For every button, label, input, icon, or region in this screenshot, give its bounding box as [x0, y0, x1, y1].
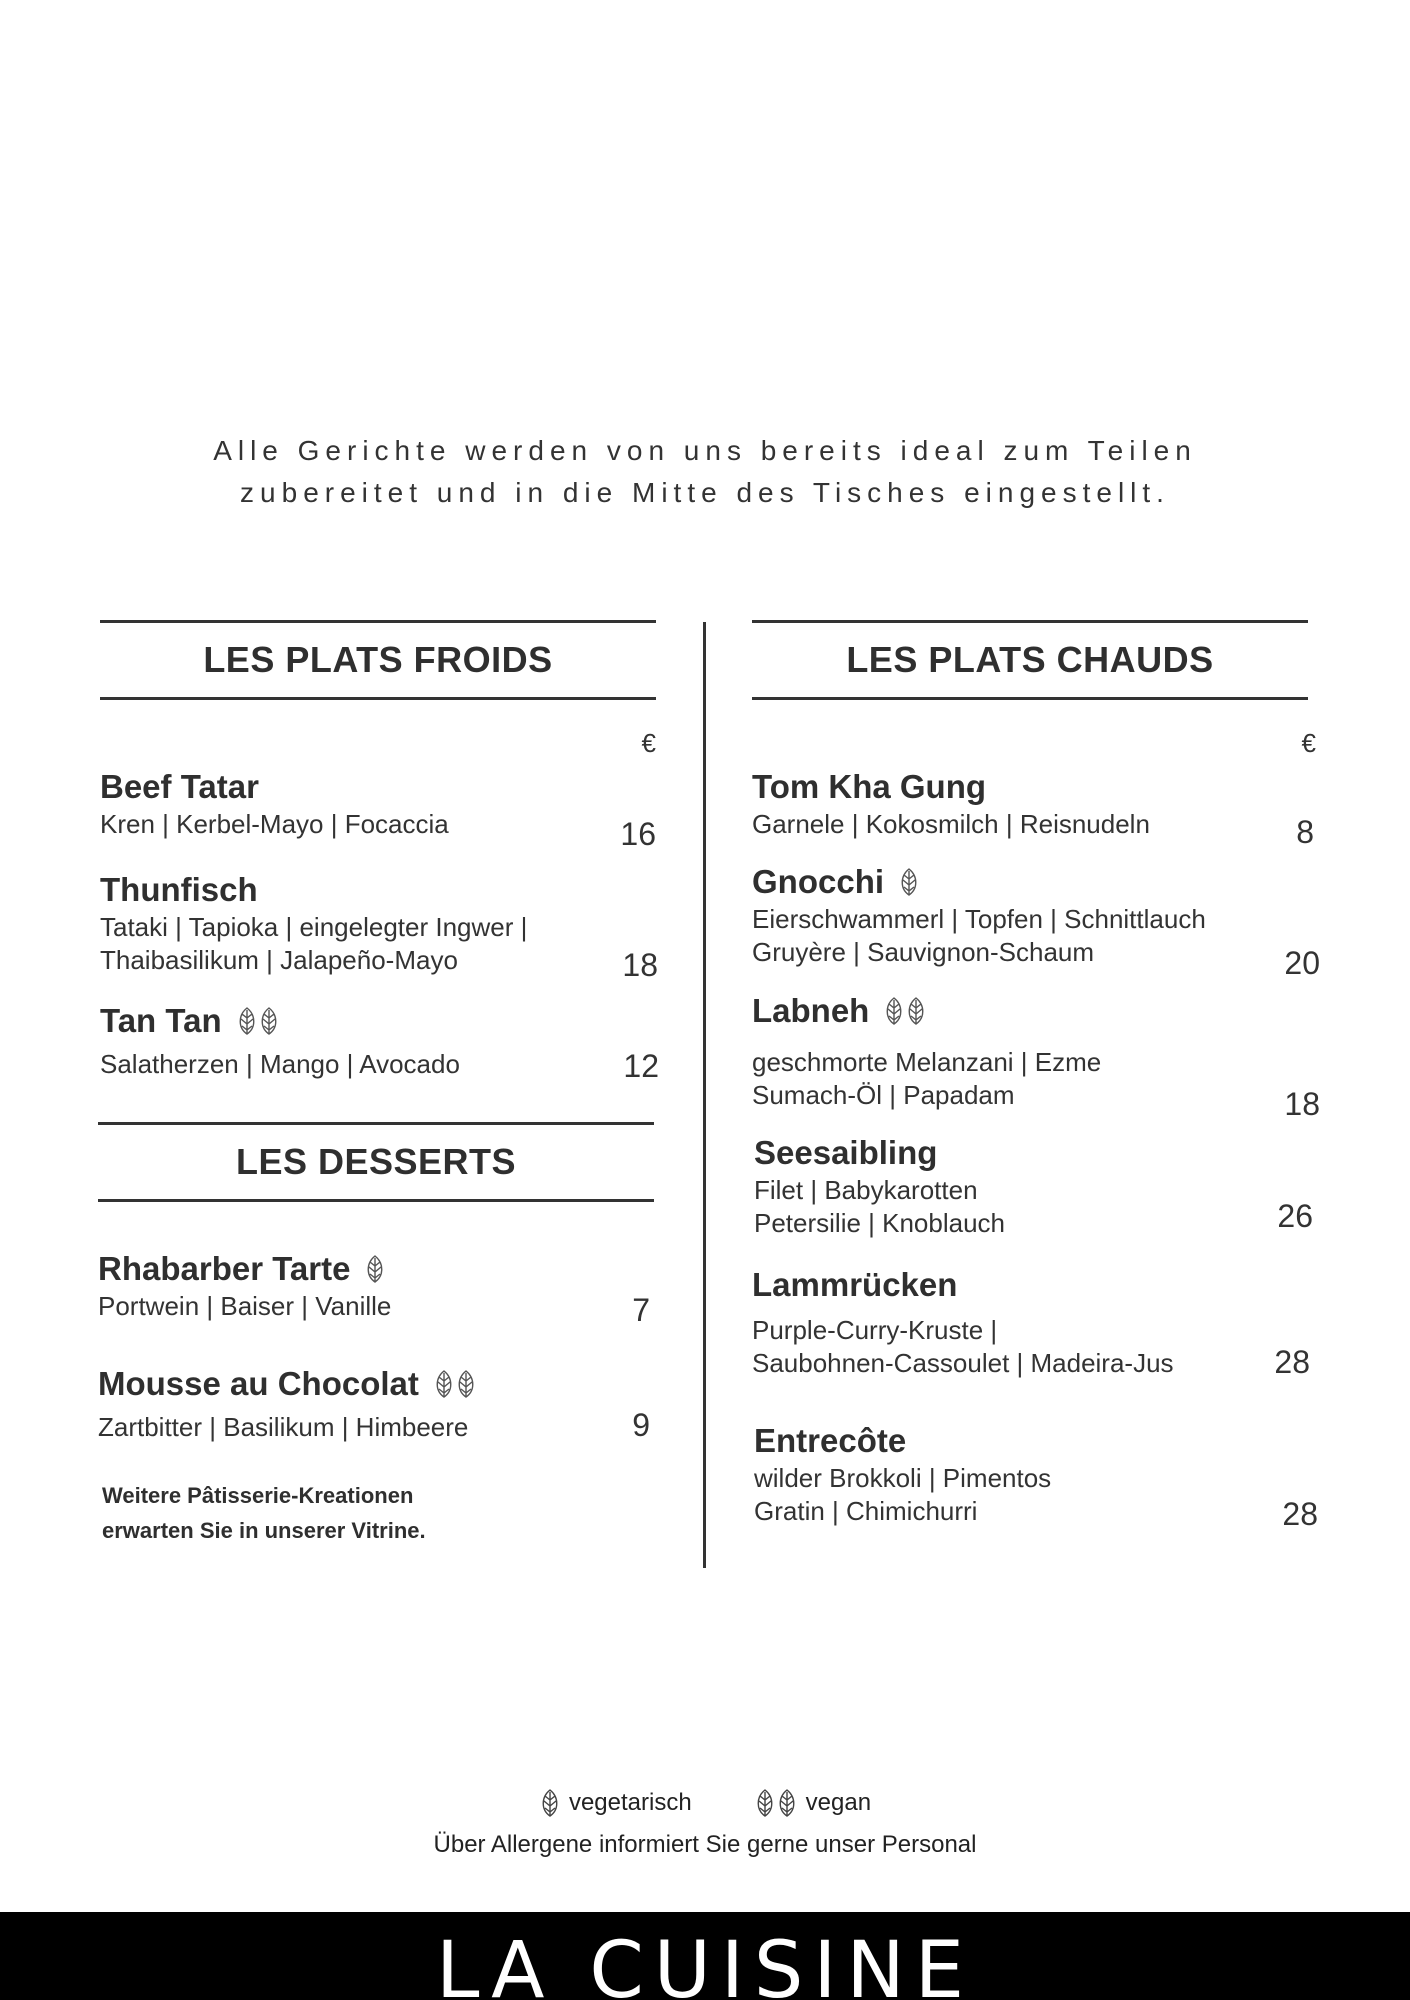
- intro-line-1: Alle Gerichte werden von uns bereits ideal zum Teilen: [213, 435, 1197, 466]
- item-price: 8: [1296, 814, 1314, 850]
- item-price: 18: [622, 947, 658, 983]
- right-column: [752, 620, 1320, 1532]
- section-title-cold: LES PLATS FROIDS: [203, 639, 553, 680]
- item-name: Beef Tatar: [100, 768, 259, 805]
- item-price: 20: [1284, 945, 1320, 981]
- menu-item: [754, 1132, 1313, 1240]
- patisserie-note: Weitere Pâtisserie-Kreationen erwarten Sie in unserer Vitrine.: [102, 1483, 426, 1543]
- item-desc: Salatherzen | Mango | Avocado: [100, 1049, 460, 1079]
- item-price: 26: [1277, 1198, 1313, 1234]
- brand-footer: [0, 1912, 1410, 2000]
- item-name: Rhabarber Tarte: [98, 1250, 351, 1287]
- item-desc: Tataki | Tapioka | eingelegter Ingwer |: [100, 912, 528, 942]
- legend-vegetarian: vegetarisch: [539, 1788, 692, 1818]
- menu-item: [98, 1248, 654, 1328]
- item-desc: Gruyère | Sauvignon-Schaum: [752, 937, 1095, 967]
- item-desc: geschmorte Melanzani | Ezme: [752, 1047, 1102, 1077]
- item-desc: Portwein | Baiser | Vanille: [98, 1291, 392, 1321]
- item-desc: Sumach-Öl | Papadam: [752, 1080, 1015, 1110]
- item-desc: wilder Brokkoli | Pimentos: [754, 1463, 1052, 1493]
- item-name: Labneh: [752, 992, 870, 1029]
- intro-line-2: zubereitet und in die Mitte des Tisches eingestellt.: [240, 477, 1170, 508]
- item-name: Tan Tan: [100, 1002, 222, 1039]
- item-price: 18: [1284, 1086, 1320, 1122]
- item-price: 28: [1274, 1344, 1310, 1380]
- menu-item: [100, 869, 658, 983]
- section-title-desserts: LES DESSERTS: [235, 1141, 517, 1182]
- item-desc: Eierschwammerl | Topfen | Schnittlauch: [752, 904, 1206, 934]
- section-title-hot: LES PLATS CHAUDS: [846, 639, 1214, 680]
- item-name: Gnocchi: [752, 863, 885, 900]
- leaf-icon: [364, 1254, 386, 1284]
- menu-item: [752, 990, 1320, 1122]
- item-name: Mousse au Chocolat: [98, 1365, 419, 1402]
- item-name: Tom Kha Gung: [752, 768, 987, 805]
- item-name: Seesaibling: [754, 1134, 938, 1171]
- item-desc: Thaibasilikum | Jalapeño-Mayo: [100, 945, 458, 975]
- item-name: Thunfisch: [100, 871, 258, 908]
- section-header-desserts: [98, 1122, 654, 1202]
- double-leaf-icon: [433, 1369, 477, 1399]
- item-price: 9: [632, 1407, 650, 1443]
- item-name: Lammrücken: [752, 1266, 958, 1303]
- menu-item: [754, 1420, 1318, 1532]
- allergen-note: Über Allergene informiert Sie gerne unser Personal: [433, 1831, 977, 1858]
- leaf-icon: [898, 867, 920, 897]
- double-leaf-icon: [236, 1006, 280, 1036]
- item-desc: Petersilie | Knoblauch: [754, 1208, 1006, 1238]
- diet-legend: [0, 1788, 1410, 1818]
- double-leaf-icon: [754, 1788, 798, 1818]
- brand-name: LA CUISINE: [435, 1926, 975, 2000]
- menu-item: [752, 861, 1320, 981]
- menu-item: [100, 1000, 659, 1084]
- currency-label: €: [1301, 728, 1316, 758]
- column-divider: [703, 622, 706, 1568]
- item-desc: Garnele | Kokosmilch | Reisnudeln: [752, 809, 1150, 839]
- item-price: 12: [623, 1048, 659, 1084]
- item-desc: Purple-Curry-Kruste |: [752, 1315, 998, 1345]
- menu-item: [752, 766, 1314, 850]
- item-desc: Zartbitter | Basilikum | Himbeere: [98, 1412, 469, 1442]
- menu-item: [98, 1363, 654, 1444]
- item-desc: Filet | Babykarotten: [754, 1175, 978, 1205]
- item-desc: Gratin | Chimichurri: [754, 1496, 978, 1526]
- menu-item: [100, 766, 656, 852]
- item-desc: Kren | Kerbel-Mayo | Focaccia: [100, 809, 449, 839]
- section-header-cold: [100, 620, 656, 700]
- section-header-hot: [752, 620, 1308, 700]
- menu-item: [752, 1264, 1308, 1380]
- item-price: 28: [1282, 1496, 1318, 1532]
- item-price: 16: [620, 816, 656, 852]
- legend-vegan: vegan: [754, 1788, 871, 1818]
- left-column: [98, 620, 659, 1443]
- currency-label: €: [641, 728, 656, 758]
- item-name: Entrecôte: [754, 1422, 907, 1459]
- double-leaf-icon: [883, 996, 927, 1026]
- item-desc: Saubohnen-Cassoulet | Madeira-Jus: [752, 1348, 1174, 1378]
- intro-text: [0, 430, 1410, 514]
- item-price: 7: [632, 1292, 650, 1328]
- leaf-icon: [539, 1788, 561, 1818]
